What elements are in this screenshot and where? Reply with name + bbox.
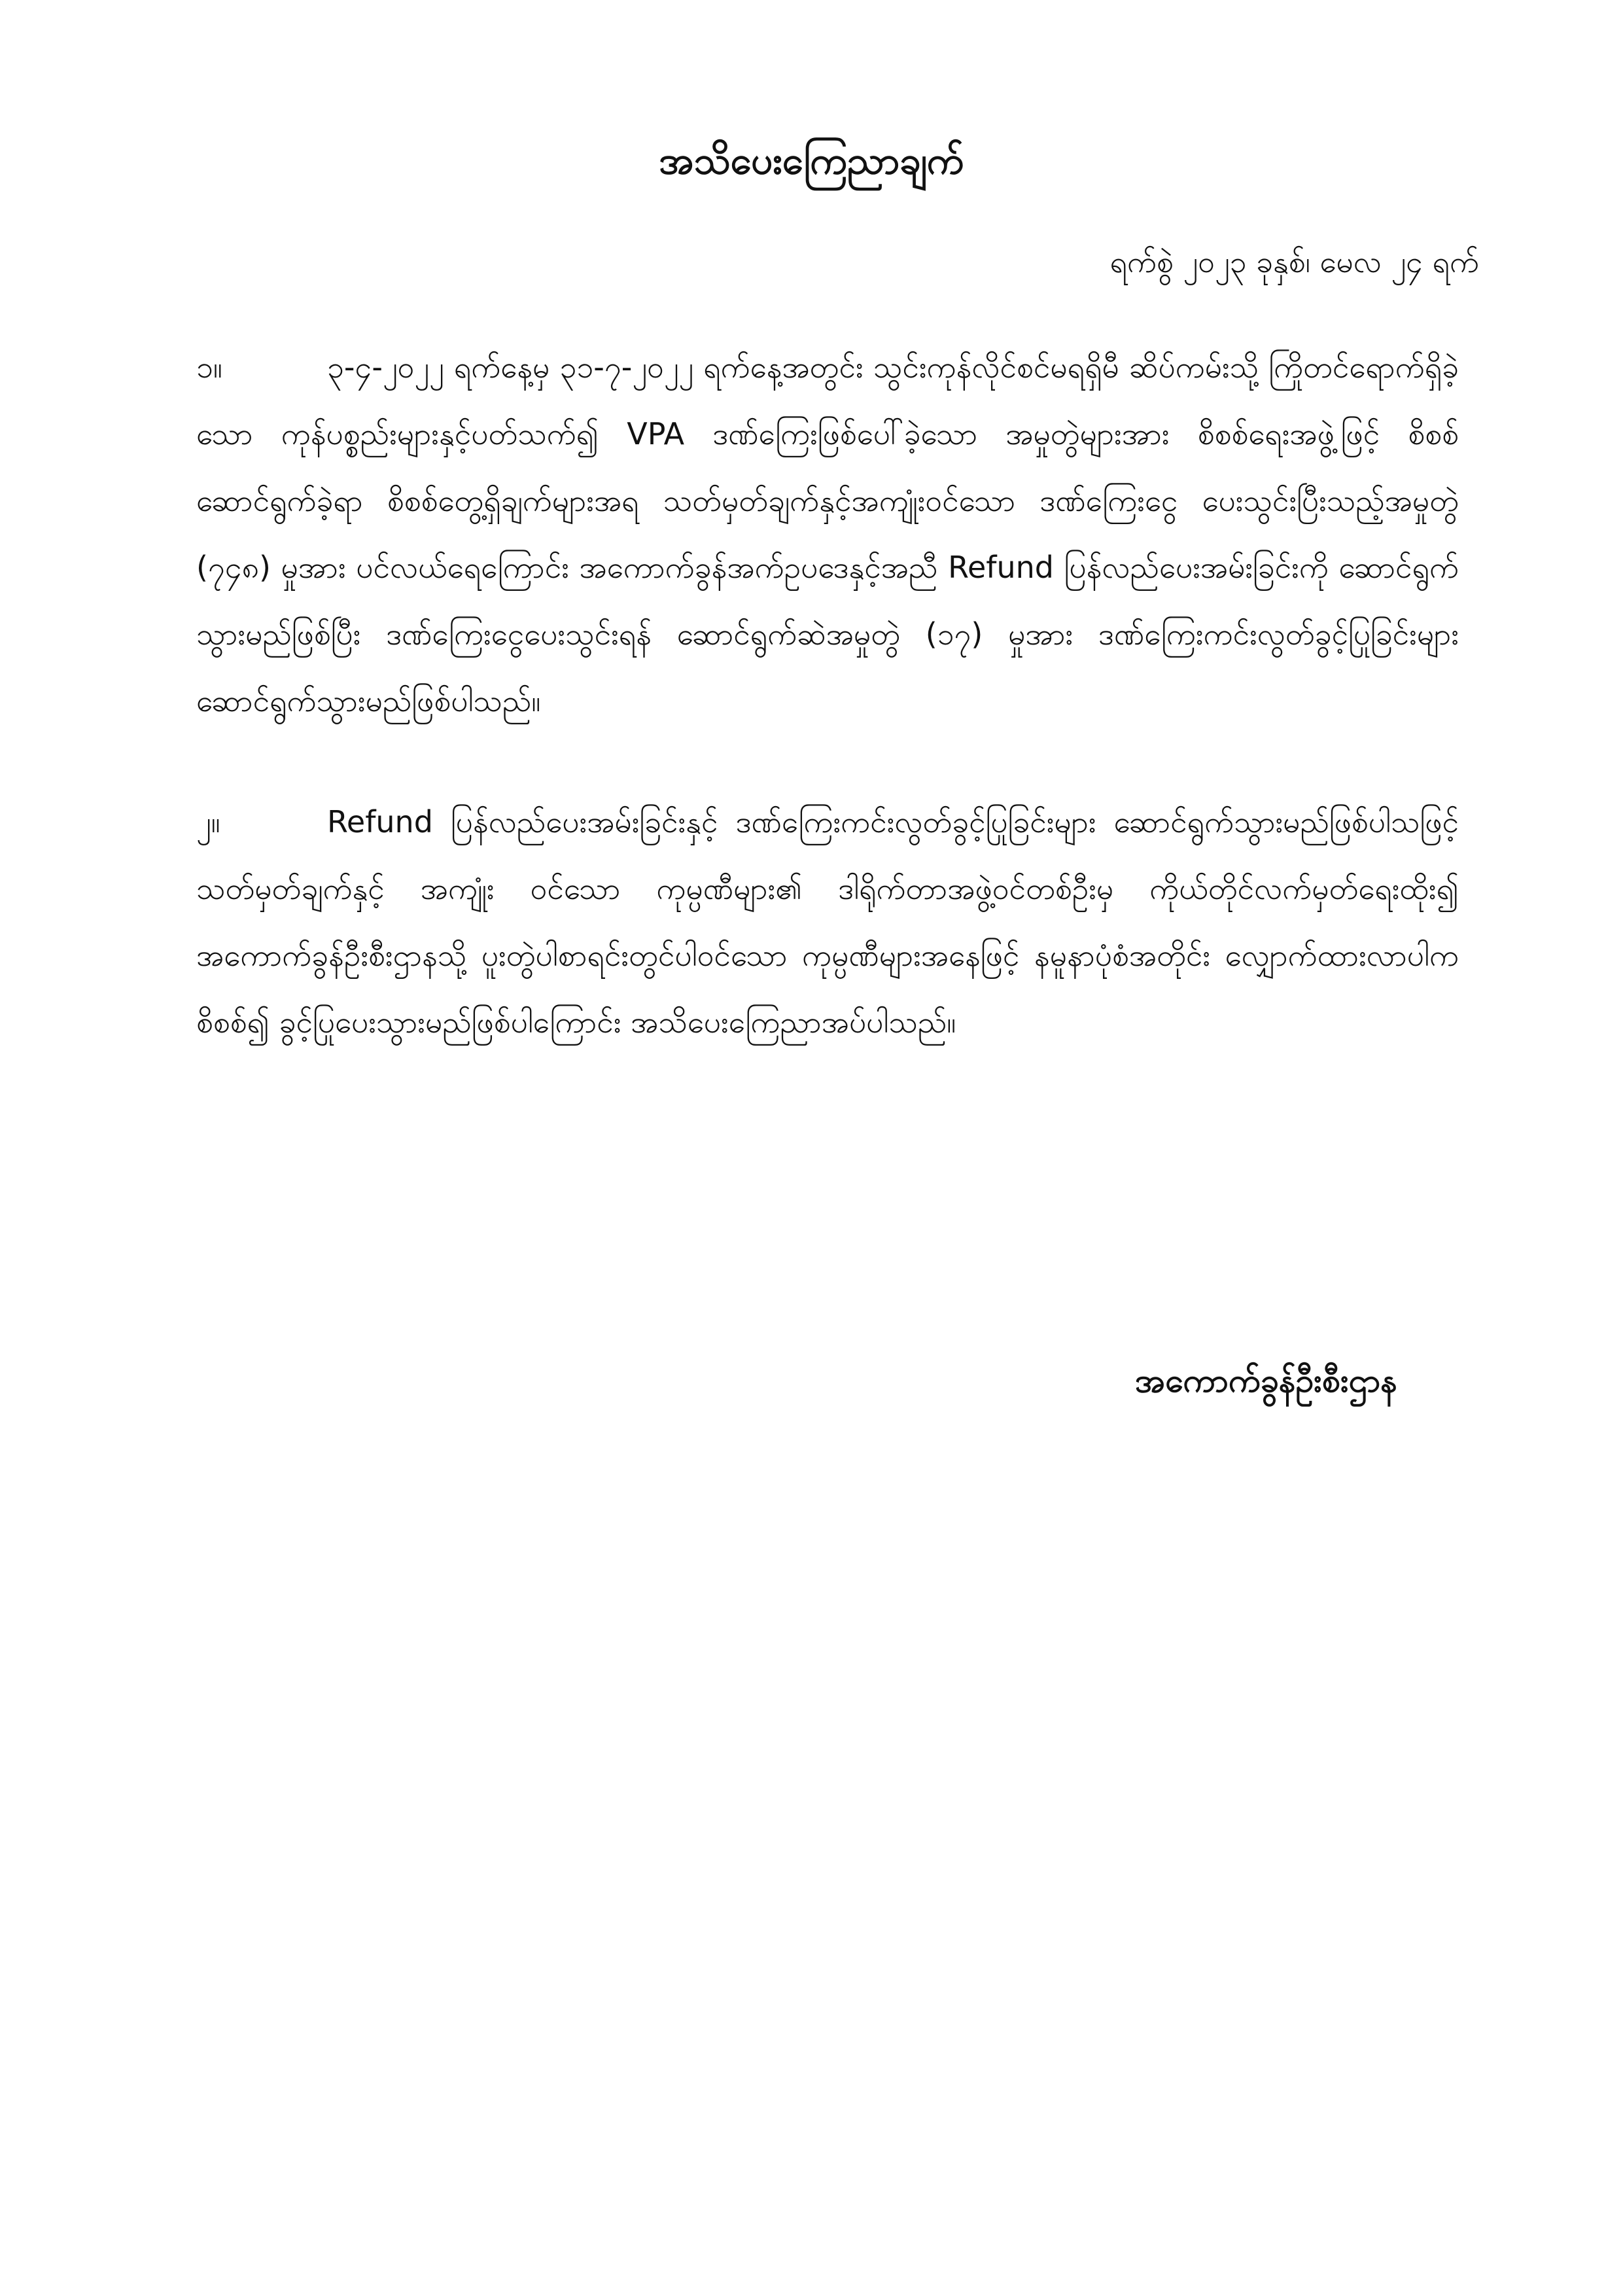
paragraph-2-number: ၂။ [196,804,220,839]
document-date: ရက်စွဲ ၂၀၂၃ ခုနှစ်၊ မေလ ၂၄ ရက် [1109,244,1479,279]
paragraph-1 [196,334,1459,734]
document-title: အသိပေးကြေညာချက် [659,138,964,183]
paragraph-1-text: ၃-၄-၂၀၂၂ ရက်နေ့မှ ၃၁-၇-၂၀၂၂ ရက်နေ့အတွင်း သွင်းကုန်လိုင်စင်မရရှိမီ ဆိပ်ကမ်းသို့ ကြိုတင်ရောက်ရှိခဲ့သော ကုန်ပစ္စည်းများနှင့်ပတ်သက်၍ VPA ဒဏ်ကြေးဖြစ်ပေါ်ခဲ့သော အမှုတွဲများအား စိစစ်ရေးအဖွဲ့ဖြင့် စိစစ်ဆောင်ရွက်ခဲ့ရာ စိစစ်တွေ့ရှိချက်များအရ သတ်မှတ်ချက်နှင့်အကျုံးဝင်သော ဒဏ်ကြေးငွေ ပေးသွင်းပြီးသည့်အမှုတွဲ (၇၄၈) မှုအား ပင်လယ်ရေကြောင်း အကောက်ခွန်အက်ဥပဒေနှင့်အညီ Refund ပြန်လည်ပေးအမ်းခြင်းကို ဆောင်ရွက်သွားမည်ဖြစ်ပြီး ဒဏ်ကြေးငွေပေးသွင်းရန် ဆောင်ရွက်ဆဲအမှုတွဲ (၁၇) မှုအား ဒဏ်ကြေးကင်းလွတ်ခွင့်ပြုခြင်းများ ဆောင်ရွက်သွားမည်ဖြစ်ပါသည်။ [196,349,1459,718]
paragraph-2 [196,788,1459,1055]
paragraph-1-number: ၁။ [196,349,222,385]
paragraph-2-text: Refund ပြန်လည်ပေးအမ်းခြင်းနှင့် ဒဏ်ကြေးကင်းလွတ်ခွင့်ပြုခြင်းများ ဆောင်ရွက်သွားမည်ဖြစ်ပါသဖြင့် သတ်မှတ်ချက်နှင့် အကျုံး ဝင်သော ကုမ္ပဏီများ၏ ဒါရိုက်တာအဖွဲ့ဝင်တစ်ဦးမှ ကိုယ်တိုင်လက်မှတ်ရေးထိုး၍ အကောက်ခွန်ဦးစီးဌာနသို့ ပူးတွဲပါစာရင်းတွင်ပါဝင်သော ကုမ္ပဏီများအနေဖြင့် နမူနာပုံစံအတိုင်း လျှောက်ထားလာပါက စိစစ်၍ ခွင့်ပြုပေးသွားမည်ဖြစ်ပါကြောင်း အသိပေးကြေညာအပ်ပါသည်။ [196,804,1459,1040]
signature-department: အကောက်ခွန်ဦးစီးဌာန [1135,1362,1397,1400]
